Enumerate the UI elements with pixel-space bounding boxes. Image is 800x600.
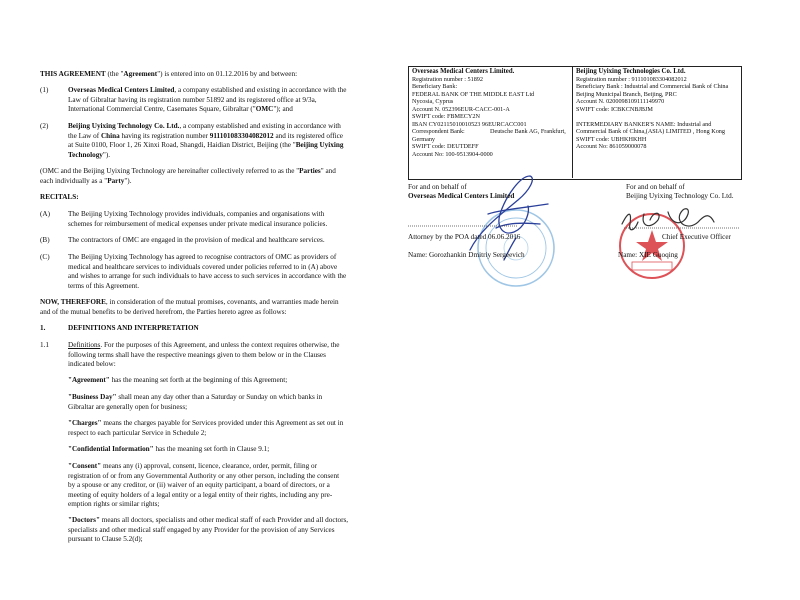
parties-note-line1: (OMC and the Beijing Uyixing Technology are hereinafter collectively referred to as the "Parties" and xyxy=(40,167,336,175)
section1-title: DEFINITIONS AND INTERPRETATION xyxy=(68,324,199,332)
bank-left-company: Overseas Medical Centers Limited. xyxy=(412,68,515,75)
ceo-name: Name: XIE Guoqing xyxy=(618,251,678,259)
recital-b-line: The contractors of OMC are engaged in the provision of medical and healthcare services. xyxy=(68,236,325,244)
party1-number: (1) xyxy=(40,86,49,94)
definition-line: registration of or from any Governmental Authority or any other person, including the consent xyxy=(68,471,340,480)
therefore-line2: and of the mutual benefits to be derived herefrom, the Parties hereto agree as follows: xyxy=(40,307,287,316)
therefore-line1: NOW, THEREFORE, in consideration of the mutual promises, covenants, and warranties made herein xyxy=(40,298,339,306)
definition-line: pursuant to Clause 5.2(d); xyxy=(68,535,143,543)
party2-line1: Beijing Uyixing Technology Co. Ltd., a company established and existing in accordance with xyxy=(68,122,341,130)
recital-c-line: medical and healthcare services to individuals covered under policies referred to in (A) above xyxy=(68,262,338,271)
signature-graphics xyxy=(400,0,800,600)
recital-c-line: terms of this Agreement. xyxy=(68,281,140,290)
omc-attorney-line: Attorney by the POA dated 06.06.2016 xyxy=(408,233,521,241)
bank-right-company: Beijing Uyixing Technologies Co. Ltd. xyxy=(576,68,686,75)
definition-line: meeting of equity holders of a legal entity or a legal entity of their rights, including any pre- xyxy=(68,490,333,499)
definition-charges: "Charges" means the charges payable for Services provided under this Agreement as set out in xyxy=(68,419,344,427)
section1-number: 1. xyxy=(40,324,46,332)
recital-a-line: The Beijing Uyixing Technology provides individuals, companies and organisations with xyxy=(68,210,325,218)
definition-line: by a spouse or any creditor, or (ii) waiver of an equity participant, a board of directors, or a xyxy=(68,481,330,489)
bank-right-line: Account N. 0200098109111149970 xyxy=(576,98,665,105)
definition-line: Gibraltar are generally open for business; xyxy=(68,402,188,411)
party1-line2: Law of Gibraltar having its registration number 51892 and its registered office at 9/3a, xyxy=(68,95,317,104)
omc-signature xyxy=(470,176,548,260)
parties-note-line2: each individually as a "Party"). xyxy=(40,176,132,185)
definition-doctors: "Doctors" means all doctors, specialists and other medical staff of each Provider and all doctors, xyxy=(68,516,349,524)
bank-right-line: Beijing Municipal Branch, Beijing, PRC xyxy=(576,90,677,98)
bank-left-line: Beneficiary Bank: xyxy=(412,83,458,90)
bank-right-line: SWIFT code: UBHKHKHH xyxy=(576,135,647,143)
definition-business-day: "Business Day" shall mean any day other than a Saturday or Sunday on which banks in xyxy=(68,393,323,401)
definition-confidential-information: "Confidential Information" has the meaning set forth in Clause 9.1; xyxy=(68,445,270,453)
recital-a-number: (A) xyxy=(40,210,50,218)
intro-lead: THIS AGREEMENT xyxy=(40,70,106,78)
bank-left-line: Registration number : 51892 xyxy=(412,76,483,83)
definition-line: respect to each particular Service in Schedule 2; xyxy=(68,428,207,437)
bank-right-line: Beneficiary Bank : Industrial and Commercial Bank of China xyxy=(576,83,729,90)
party2-line4: Technology"). xyxy=(68,150,111,159)
party2-line2: the Law of China having its registration number 911101083304082012 and its registered office xyxy=(68,131,343,140)
bank-left-line: Germany xyxy=(412,135,436,143)
company-for-behalf: For and on behalf of xyxy=(626,183,685,191)
bank-left-line: Account N. 052396EUR-CACC-001-A xyxy=(412,105,510,113)
recital-b-number: (B) xyxy=(40,236,50,244)
bank-right-line: Commercial Bank of China,(ASIA) LIMITED , Hong Kong xyxy=(576,128,725,135)
recital-c-line: The Beijing Uyixing Technology has agreed to recognise contractors of OMC as providers of xyxy=(68,253,337,261)
party2-line3: at Suite 0100, Floor 1, 26 Xinxi Road, Shangdi, Haidian District, Beijing (the "Beijing Uyixing xyxy=(68,141,344,149)
recital-c-line: and wishes to arrange for such individuals to have access to such services in accordance with the xyxy=(68,272,347,280)
bank-right-line: Account No: 861059000078 xyxy=(576,143,647,150)
bank-left-line: SWIFT code: DEUTDEFF xyxy=(412,143,479,150)
bank-left-line: FEDERAL BANK OF THE MIDDLE EAST Ltd xyxy=(412,90,535,98)
omc-signatory-name: Name: Gorozhankin Dmitriy Sergeevich xyxy=(408,251,525,259)
recital-a-line: schemes for reimbursement of medical expenses under private medical insurance policies. xyxy=(68,219,328,228)
definition-line: emption rights or similar rights; xyxy=(68,500,160,508)
recital-c-number: (C) xyxy=(40,253,50,261)
bank-right-line: INTERMEDIARY BANKER'S NAME: Industrial and xyxy=(576,120,712,128)
party1-line3: International Commercial Centre, Casemates Square, Gibraltar ("OMC"); and xyxy=(68,105,293,113)
bank-left-line: IBAN CY02115010010523 96EURCACC001 xyxy=(412,120,527,128)
omc-company-name: Overseas Medical Centers Limited xyxy=(408,192,515,200)
definition-line: specialists and other medical staff engaged by any Provider for the provision of any Services xyxy=(68,525,335,534)
clause-1-1-number: 1.1 xyxy=(40,341,49,349)
bank-left-line: Nycosia, Cyprus xyxy=(412,98,454,105)
party2-number: (2) xyxy=(40,122,49,130)
clause-1-1-line2: following terms shall have the respective meanings given to them below or in the Clauses xyxy=(68,350,326,359)
clause-1-1-line3: indicated below: xyxy=(68,360,116,368)
bank-left-line: Account No: 100-9513904-0000 xyxy=(412,150,493,158)
correspondent-bank-name: Deutsche Bank AG, Frankfurt, xyxy=(490,128,566,135)
bank-left-line: SWIFT code: FBMECY2N xyxy=(412,113,480,120)
right-page xyxy=(400,0,800,600)
intro-paragraph: THIS AGREEMENT (the "Agreement") is entered into on 01.12.2016 by and between: xyxy=(40,70,298,78)
definition-consent: "Consent" means any (i) approval, consent, licence, clearance, order, permit, filing or xyxy=(68,462,317,470)
bank-left-line: Correspondent Bank: xyxy=(412,128,465,135)
definition-agreement: "Agreement" has the meaning set forth at the beginning of this Agreement; xyxy=(68,376,288,384)
party1-line1: Overseas Medical Centers Limited, a company established and existing in accordance with the xyxy=(68,86,347,94)
omc-for-behalf: For and on behalf of xyxy=(408,183,467,191)
clause-1-1-line1: Definitions. For the purposes of this Agreement, and unless the context requires otherwise, the xyxy=(68,341,340,349)
recitals-heading: RECITALS: xyxy=(40,193,79,201)
company-name: Beijing Uyixing Technology Co. Ltd. xyxy=(626,192,734,200)
omc-blue-stamp xyxy=(478,210,554,286)
bank-right-line: SWIFT code: ICBKCNBJBJM xyxy=(576,105,653,113)
bank-right-line: Registration number : 911101083304082012 xyxy=(576,76,687,83)
ceo-title: Chief Executive Officer xyxy=(662,233,731,241)
